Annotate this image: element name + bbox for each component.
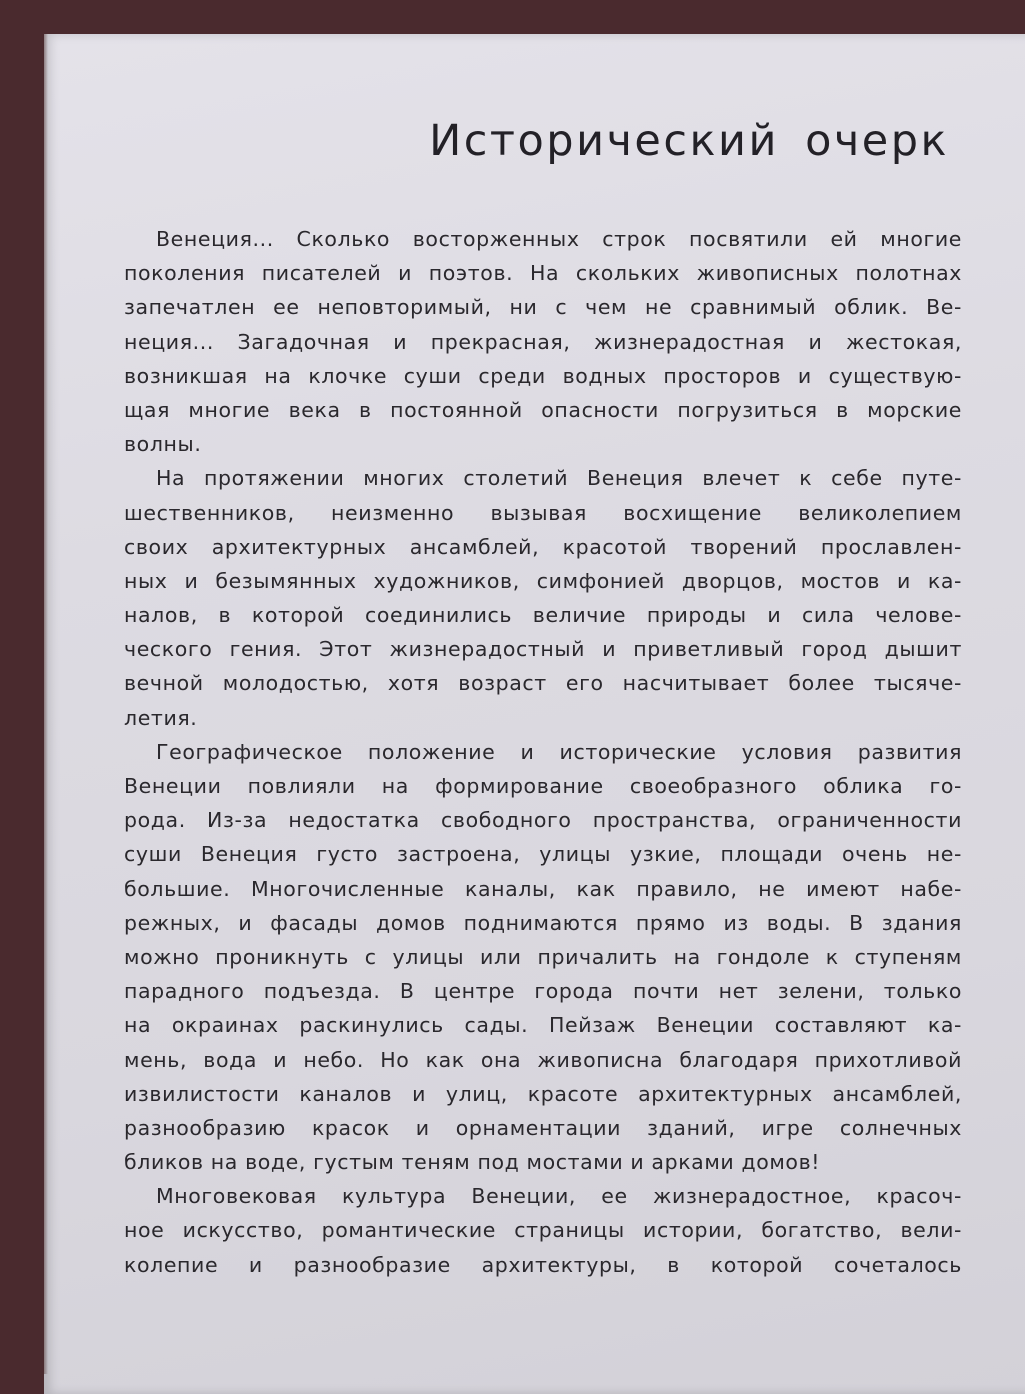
page-fold-shadow	[44, 34, 48, 1374]
paragraph	[124, 1179, 962, 1282]
text-line: можно проникнуть с улицы или причалить на гондоле к ступеням	[124, 944, 962, 969]
page-title: Исторический очерк	[429, 116, 949, 166]
text-line: извилистости каналов и улиц, красоте архитектурных ансамблей,	[124, 1081, 962, 1106]
text-line: на окраинах раскинулись сады. Пейзаж Венеции составляют ка-	[124, 1013, 962, 1038]
body-text	[124, 222, 962, 1282]
text-line: Венеции повлияли на формирование своеобразного облика го-	[124, 774, 962, 798]
paragraph	[124, 461, 962, 735]
text-line: щая многие века в постоянной опасности погрузиться в морские	[124, 397, 962, 422]
text-line: колепие и разнообразие архитектуры, в которой сочеталось	[124, 1252, 962, 1277]
text-line: рода. Из-за недостатка свободного пространства, ограниченности	[124, 808, 962, 833]
text-line: ных и безымянных художников, симфонией дворцов, мостов и ка-	[124, 568, 962, 593]
text-line: своих архитектурных ансамблей, красотой творений прославлен-	[124, 534, 962, 559]
text-line: режных, и фасады домов поднимаются прямо из воды. В здания	[124, 910, 962, 935]
text-line: волны.	[124, 432, 202, 457]
text-line: ное искусство, романтические страницы истории, богатство, вели-	[124, 1218, 962, 1243]
text-line: На протяжении многих столетий Венеция влечет к себе путе-	[156, 466, 962, 491]
paragraph	[124, 735, 962, 1179]
text-line: шественников, неизменно вызывая восхищение великолепием	[124, 500, 962, 525]
text-line: суши Венеция густо застроена, улицы узкие, площади очень не-	[124, 842, 962, 867]
text-line: запечатлен ее неповторимый, ни с чем не сравнимый облик. Ве-	[124, 295, 962, 320]
text-line: неция... Загадочная и прекрасная, жизнерадостная и жестокая,	[124, 329, 962, 354]
text-line: возникшая на клочке суши среди водных просторов и существую-	[124, 363, 962, 388]
text-line: мень, вода и небо. Но как она живописна благодаря прихотливой	[124, 1047, 962, 1072]
text-line: налов, в которой соединились величие природы и сила челове-	[124, 603, 962, 628]
text-line: летия.	[124, 705, 198, 730]
text-line: парадного подъезда. В центре города почти нет зелени, только	[124, 979, 962, 1004]
text-line: вечной молодостью, хотя возраст его насчитывает более тысяче-	[124, 671, 962, 696]
text-line: разнообразию красок и орнаментации зданий, игре солнечных	[124, 1115, 962, 1140]
text-line: ческого гения. Этот жизнерадостный и приветливый город дышит	[124, 637, 962, 662]
text-line: Многовековая культура Венеции, ее жизнерадостное, красоч-	[156, 1184, 962, 1209]
text-line: Венеция... Сколько восторженных строк посвятили ей многие	[156, 227, 962, 251]
text-line: Географическое положение и исторические условия развития	[156, 739, 962, 764]
text-line: бликов на воде, густым теням под мостами и арками домов!	[124, 1150, 821, 1175]
text-line: поколения писателей и поэтов. На скольких живописных полотнах	[124, 261, 962, 286]
paragraph	[124, 222, 962, 461]
text-line: большие. Многочисленные каналы, как правило, не имеют набе-	[124, 876, 962, 901]
